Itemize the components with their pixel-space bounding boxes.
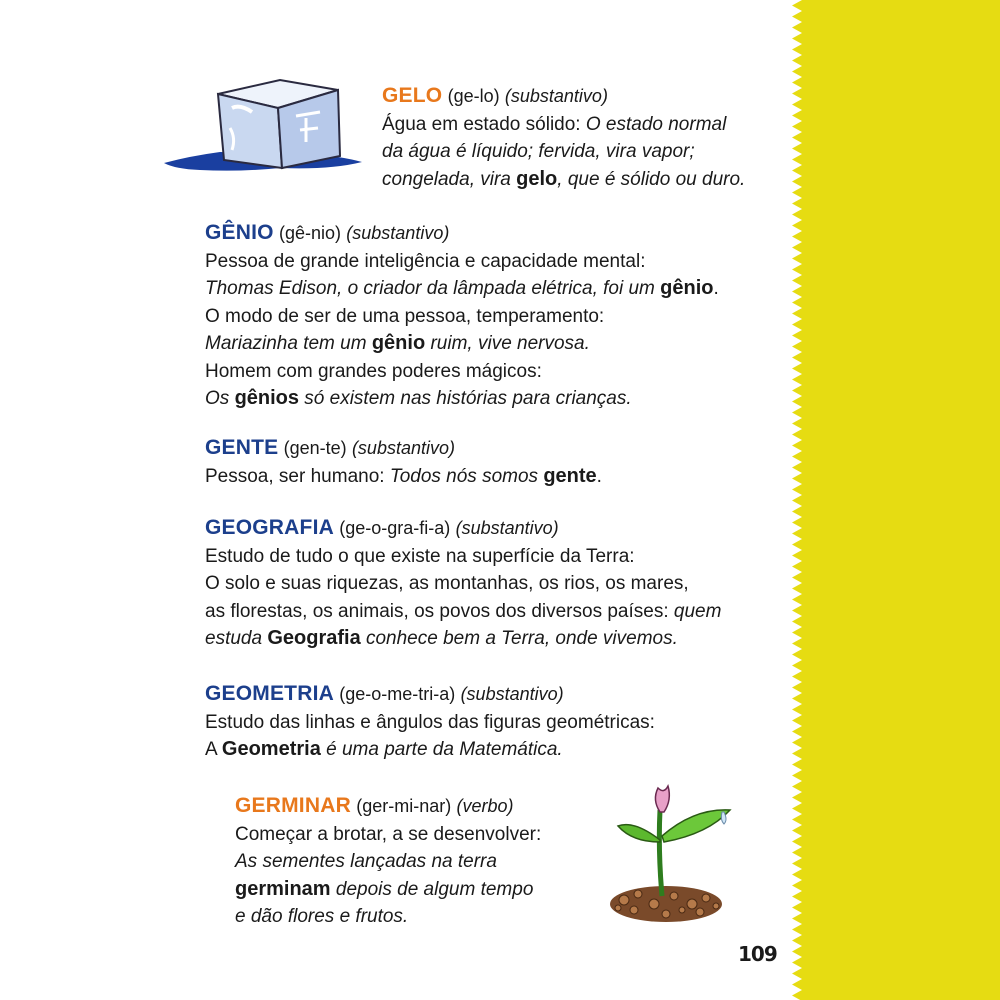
- definition-text: Água em estado sólido:: [382, 113, 586, 135]
- definition-line: [205, 248, 719, 276]
- example-text: ruim, vive nervosa.: [425, 333, 590, 354]
- example-text: quem: [673, 600, 722, 622]
- side-strip: [786, 0, 1000, 1000]
- definition-line: [382, 166, 745, 194]
- headword: GEOGRAFIA: [205, 516, 334, 539]
- keyword: gênios: [234, 387, 300, 409]
- definition-text: Pessoa de grande inteligência e capacidade mental:: [205, 250, 646, 272]
- definition-text: Estudo de tudo o que existe na superfície da Terra:: [205, 545, 635, 567]
- headword: GELO: [382, 84, 443, 107]
- keyword: Geometria: [221, 738, 321, 760]
- entry-geometria: [205, 680, 655, 764]
- syllables: (ge-o-gra-fi-a): [339, 518, 451, 538]
- keyword: gelo: [516, 167, 558, 190]
- entry-germinar: [235, 792, 541, 931]
- example-text: é uma parte da Matemática.: [320, 739, 563, 760]
- example-text: só existem nas histórias para crianças.: [299, 388, 632, 409]
- entry-header: [205, 434, 602, 463]
- definition-line: [205, 275, 719, 303]
- definition-text: Pessoa, ser humano:: [205, 465, 390, 487]
- entry-header: [235, 792, 541, 821]
- entry-gente: [205, 434, 602, 490]
- keyword: Geografia: [267, 627, 361, 649]
- word-class: (substantivo): [346, 223, 450, 243]
- headword: GÊNIO: [205, 221, 274, 244]
- keyword: gênio: [371, 332, 426, 354]
- word-class: (substantivo): [455, 518, 559, 538]
- keyword: germinam: [235, 877, 331, 900]
- definition-text: A: [205, 739, 222, 760]
- ice-cube-icon: [160, 68, 365, 183]
- syllables: (gê-nio): [278, 223, 341, 243]
- keyword: gênio: [660, 277, 714, 299]
- example-text: conhece bem a Terra, onde vivemos.: [360, 628, 678, 649]
- definition-text: Estudo das linhas e ângulos das figuras geométricas:: [205, 711, 655, 733]
- definition-text: as florestas, os animais, os povos dos diversos países:: [205, 600, 674, 622]
- definition-line: [205, 570, 721, 598]
- definition-line: [205, 463, 602, 491]
- syllables: (gen-te): [283, 438, 347, 458]
- example-text: , que é sólido ou duro.: [557, 168, 746, 190]
- word-class: (verbo): [456, 796, 514, 816]
- definition-line: [382, 138, 745, 166]
- definition-line: [235, 821, 541, 849]
- definition-text: O solo e suas riquezas, as montanhas, os rios, os mares,: [205, 573, 689, 594]
- example-text: As sementes lançadas na terra: [235, 851, 497, 872]
- headword: GEOMETRIA: [205, 682, 334, 705]
- definition-line: [205, 303, 719, 331]
- definition-text: .: [713, 278, 719, 299]
- example-text: Mariazinha tem um: [205, 333, 372, 354]
- entry-geografia: [205, 514, 721, 653]
- definition-line: [382, 111, 745, 139]
- page-number: 109: [738, 942, 777, 966]
- definition-line: [205, 330, 719, 358]
- keyword: gente: [543, 464, 597, 487]
- entry-header: [205, 680, 655, 709]
- definition-text: Começar a brotar, a se desenvolver:: [235, 823, 542, 845]
- definition-line: [235, 848, 541, 876]
- example-text: congelada, vira: [382, 168, 517, 190]
- definition-line: [205, 709, 655, 737]
- definition-line: [205, 385, 719, 413]
- sprout-icon: [604, 780, 739, 928]
- example-text: O estado normal: [585, 113, 727, 135]
- example-text: Thomas Edison, o criador da lâmpada elétrica, foi um: [205, 278, 661, 299]
- definition-line: [205, 598, 721, 626]
- example-text: estuda: [205, 628, 268, 649]
- definition-line: [205, 625, 721, 653]
- definition-text: .: [596, 465, 602, 487]
- definition-line: [205, 543, 721, 571]
- example-text: e dão flores e frutos.: [235, 906, 409, 927]
- definition-text: Homem com grandes poderes mágicos:: [205, 360, 542, 382]
- syllables: (ge-lo): [447, 86, 500, 106]
- syllables: (ge-o-me-tri-a): [339, 684, 456, 704]
- example-text: Todos nós somos: [389, 465, 544, 487]
- example-text: Os: [205, 388, 235, 409]
- entry-header: [205, 514, 721, 543]
- word-class: (substantivo): [460, 684, 564, 704]
- word-class: (substantivo): [351, 438, 455, 458]
- definition-line: [235, 903, 541, 931]
- entry-gênio: [205, 219, 719, 413]
- entry-header: [205, 219, 719, 248]
- word-class: (substantivo): [504, 86, 608, 106]
- example-text: da água é líquido; fervida, vira vapor;: [382, 141, 695, 162]
- definition-text: O modo de ser de uma pessoa, temperamento:: [205, 305, 605, 327]
- headword: GERMINAR: [235, 794, 351, 817]
- entry-header: [382, 82, 745, 111]
- headword: GENTE: [205, 436, 279, 459]
- example-text: depois de algum tempo: [330, 878, 534, 900]
- definition-line: [205, 358, 719, 386]
- entry-gelo: [382, 82, 745, 193]
- definition-line: [235, 876, 541, 904]
- definition-line: [205, 736, 655, 764]
- syllables: (ger-mi-nar): [356, 796, 452, 816]
